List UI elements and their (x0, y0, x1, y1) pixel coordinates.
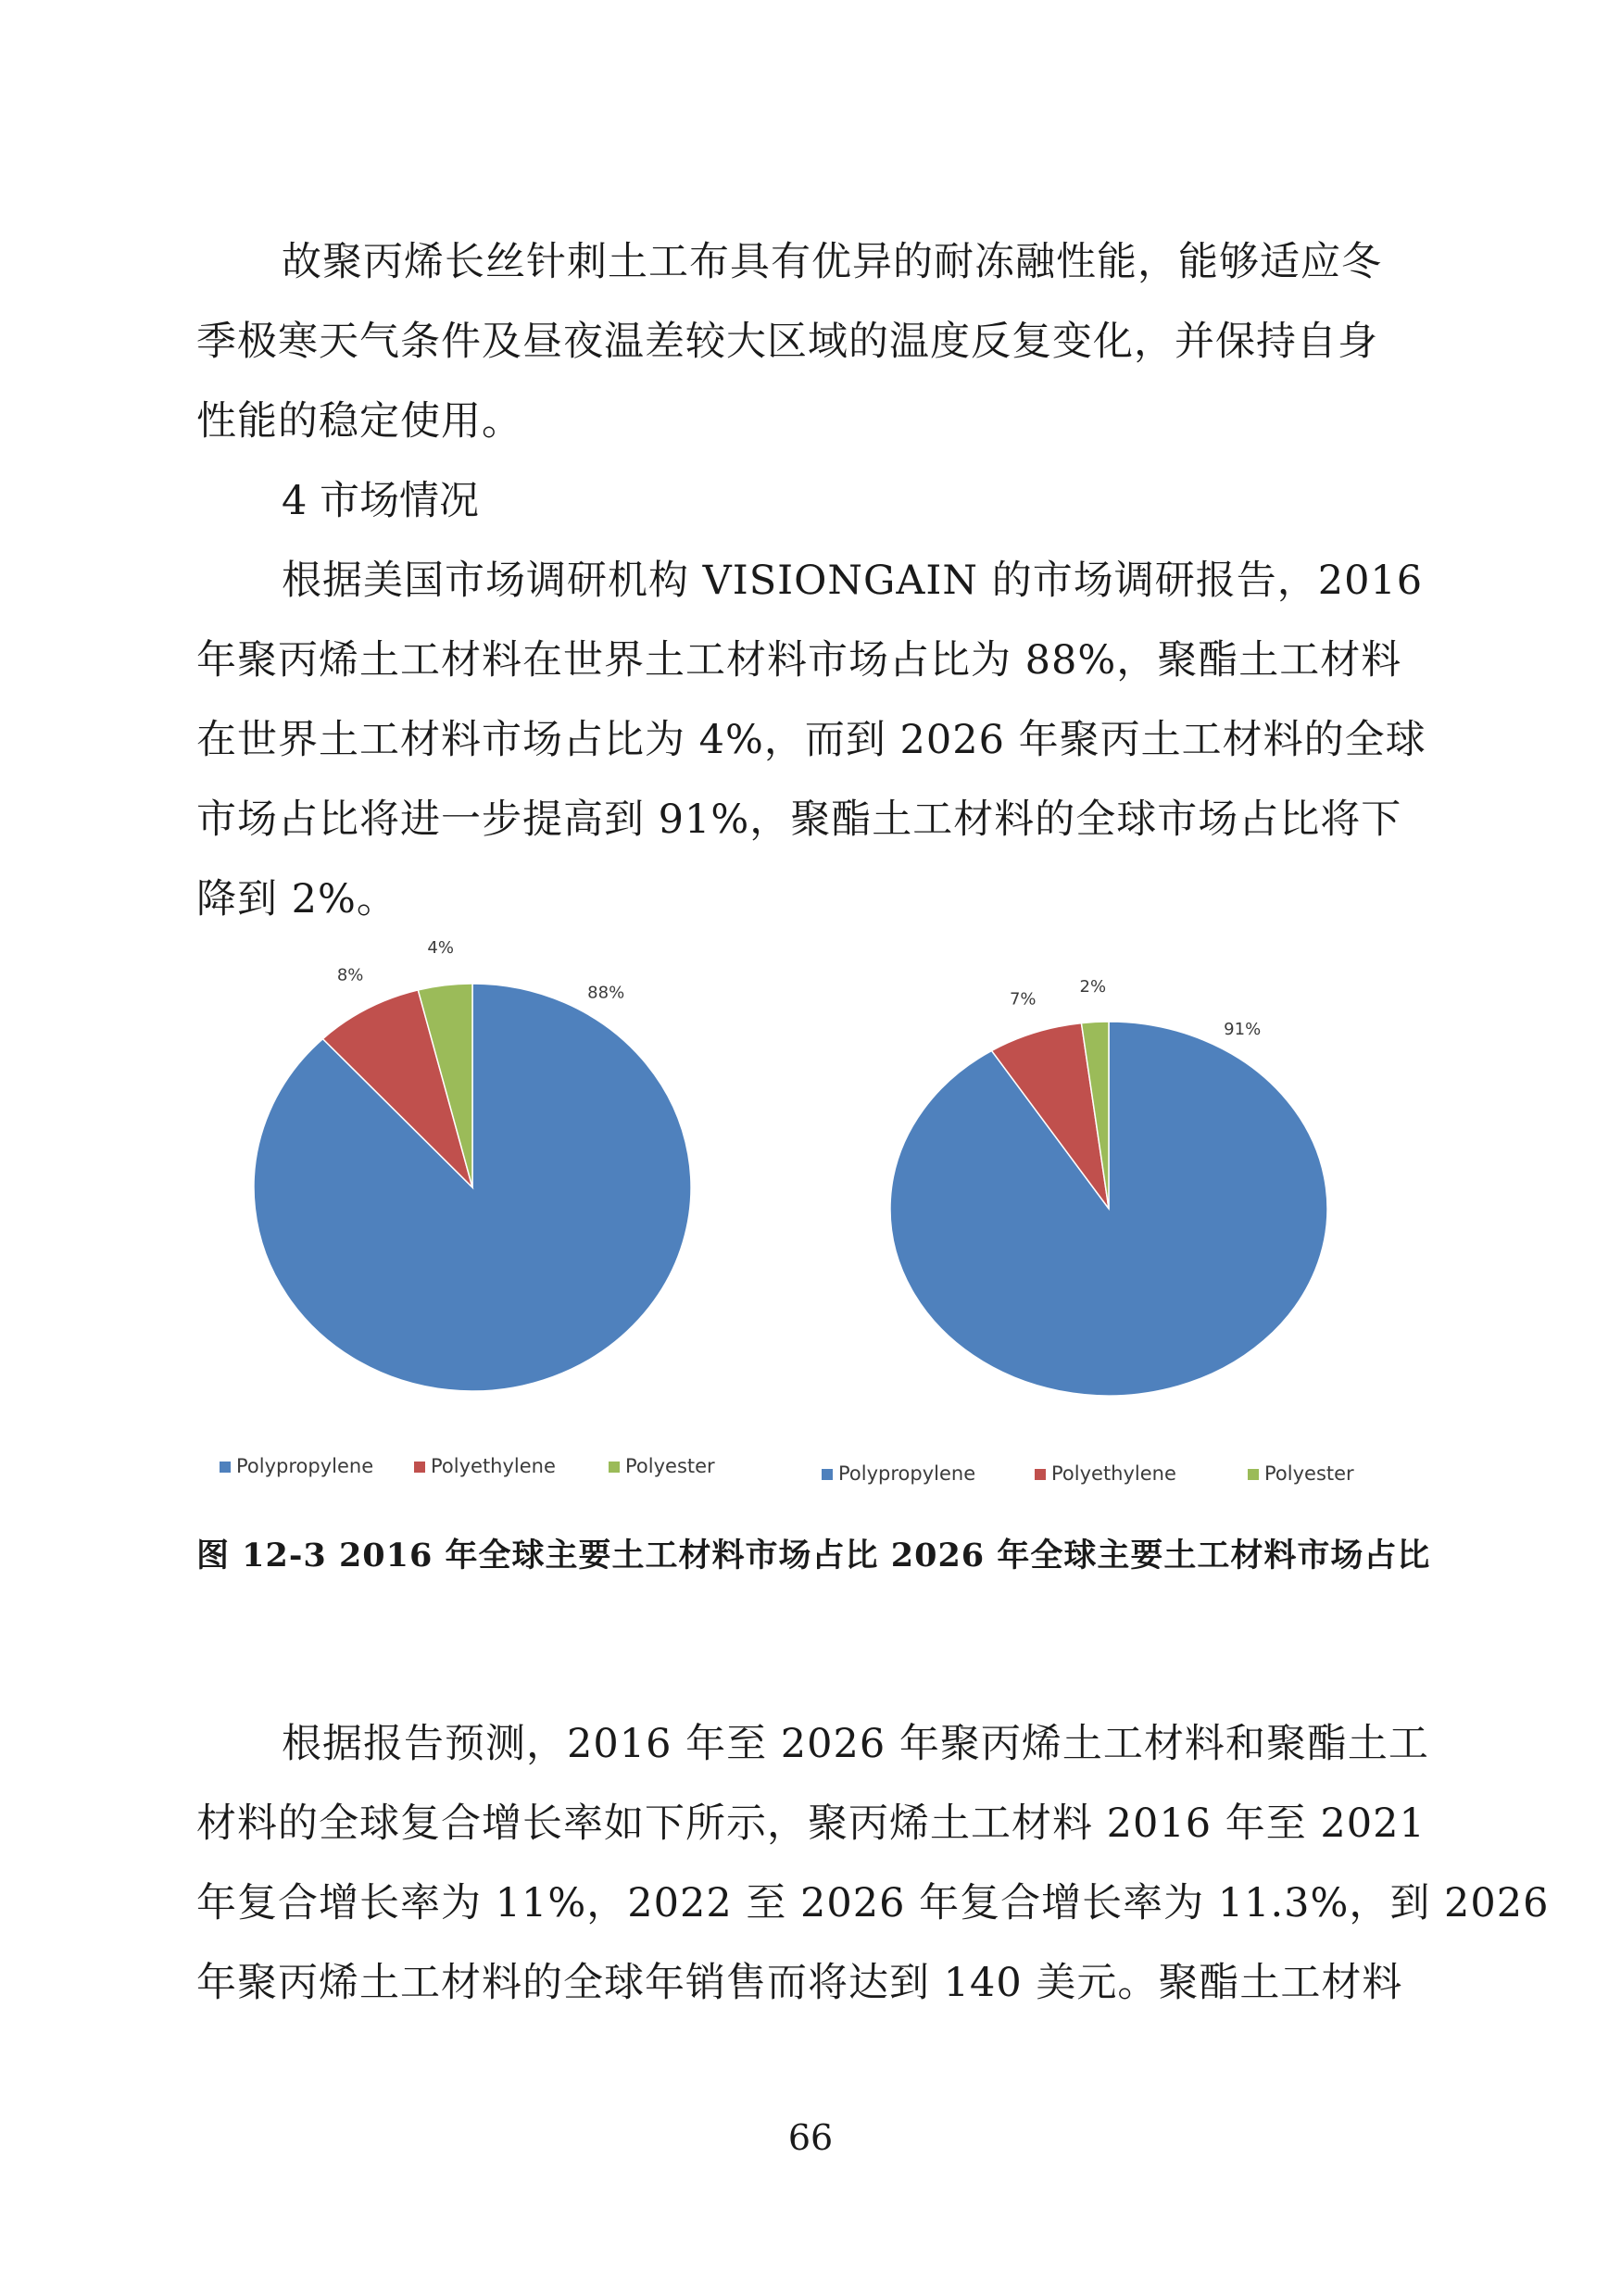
data-label: 91% (1224, 1020, 1262, 1040)
legend-entry: Polyethylene (431, 1455, 556, 1477)
pie-chart-1 (220, 938, 715, 1477)
section-heading: 4 市场情况 (282, 478, 480, 524)
pie-charts-figure (196, 926, 1447, 1519)
paragraph-line: 市场占比将进一步提高到 91%，聚酯土工材料的全球市场占比将下 (196, 797, 1402, 843)
legend-entry: Polyethylene (1051, 1462, 1176, 1485)
legend-swatch (609, 1462, 620, 1473)
paragraph-growth-rate (196, 1704, 1550, 2023)
legend-entry: Polyester (1264, 1462, 1354, 1485)
pie-charts-canvas (196, 926, 1447, 1519)
paragraph-line: 根据美国市场调研机构 VISIONGAIN 的市场调研报告，2016 (282, 558, 1424, 604)
data-label: 2% (1079, 977, 1107, 997)
paragraph-line: 年复合增长率为 11%，2022 至 2026 年复合增长率为 11.3%，到 2026 (196, 1880, 1550, 1926)
chart-legend (220, 1455, 715, 1477)
paragraph-line: 年聚丙烯土工材料在世界土工材料市场占比为 88%，聚酯土工材料 (196, 637, 1402, 684)
legend-swatch (1248, 1469, 1259, 1480)
data-label: 7% (1009, 989, 1037, 1010)
legend-swatch (414, 1462, 425, 1473)
legend-swatch (220, 1462, 231, 1473)
paragraph-line: 降到 2%。 (196, 876, 397, 922)
paragraph-durability (196, 222, 1428, 461)
paragraph-line: 故聚丙烯长丝针刺土工布具有优异的耐冻融性能，能够适应冬 (282, 239, 1382, 285)
paragraph-line: 年聚丙烯土工材料的全球年销售而将达到 140 美元。聚酯土工材料 (196, 1960, 1403, 2006)
legend-entry: Polypropylene (838, 1462, 976, 1485)
pie-chart-2 (822, 977, 1354, 1485)
legend-entry: Polypropylene (236, 1455, 374, 1477)
paragraph-line: 材料的全球复合增长率如下所示，聚丙烯土工材料 2016 年至 2021 (196, 1800, 1426, 1847)
legend-swatch (822, 1469, 833, 1480)
legend-entry: Polyester (625, 1455, 715, 1477)
paragraph-line: 根据报告预测，2016 年至 2026 年聚丙烯土工材料和聚酯土工 (282, 1721, 1429, 1767)
page-number: 66 (787, 2117, 834, 2158)
paragraph-line: 在世界土工材料市场占比为 4%，而到 2026 年聚丙土工材料的全球 (196, 717, 1426, 763)
paragraph-line: 性能的稳定使用。 (196, 398, 522, 445)
data-label: 4% (427, 937, 454, 958)
figure-caption: 图 12-3 2016 年全球主要土工材料市场占比 2026 年全球主要土工材料市场占比 (196, 1537, 1431, 1575)
data-label: 8% (336, 965, 364, 985)
chart-legend (822, 1462, 1354, 1485)
data-label: 88% (587, 983, 625, 1003)
paragraph-line: 季极寒天气条件及昼夜温差较大区域的温度反复变化，并保持自身 (196, 319, 1378, 365)
legend-swatch (1035, 1469, 1046, 1480)
paragraph-market-share (196, 541, 1428, 939)
